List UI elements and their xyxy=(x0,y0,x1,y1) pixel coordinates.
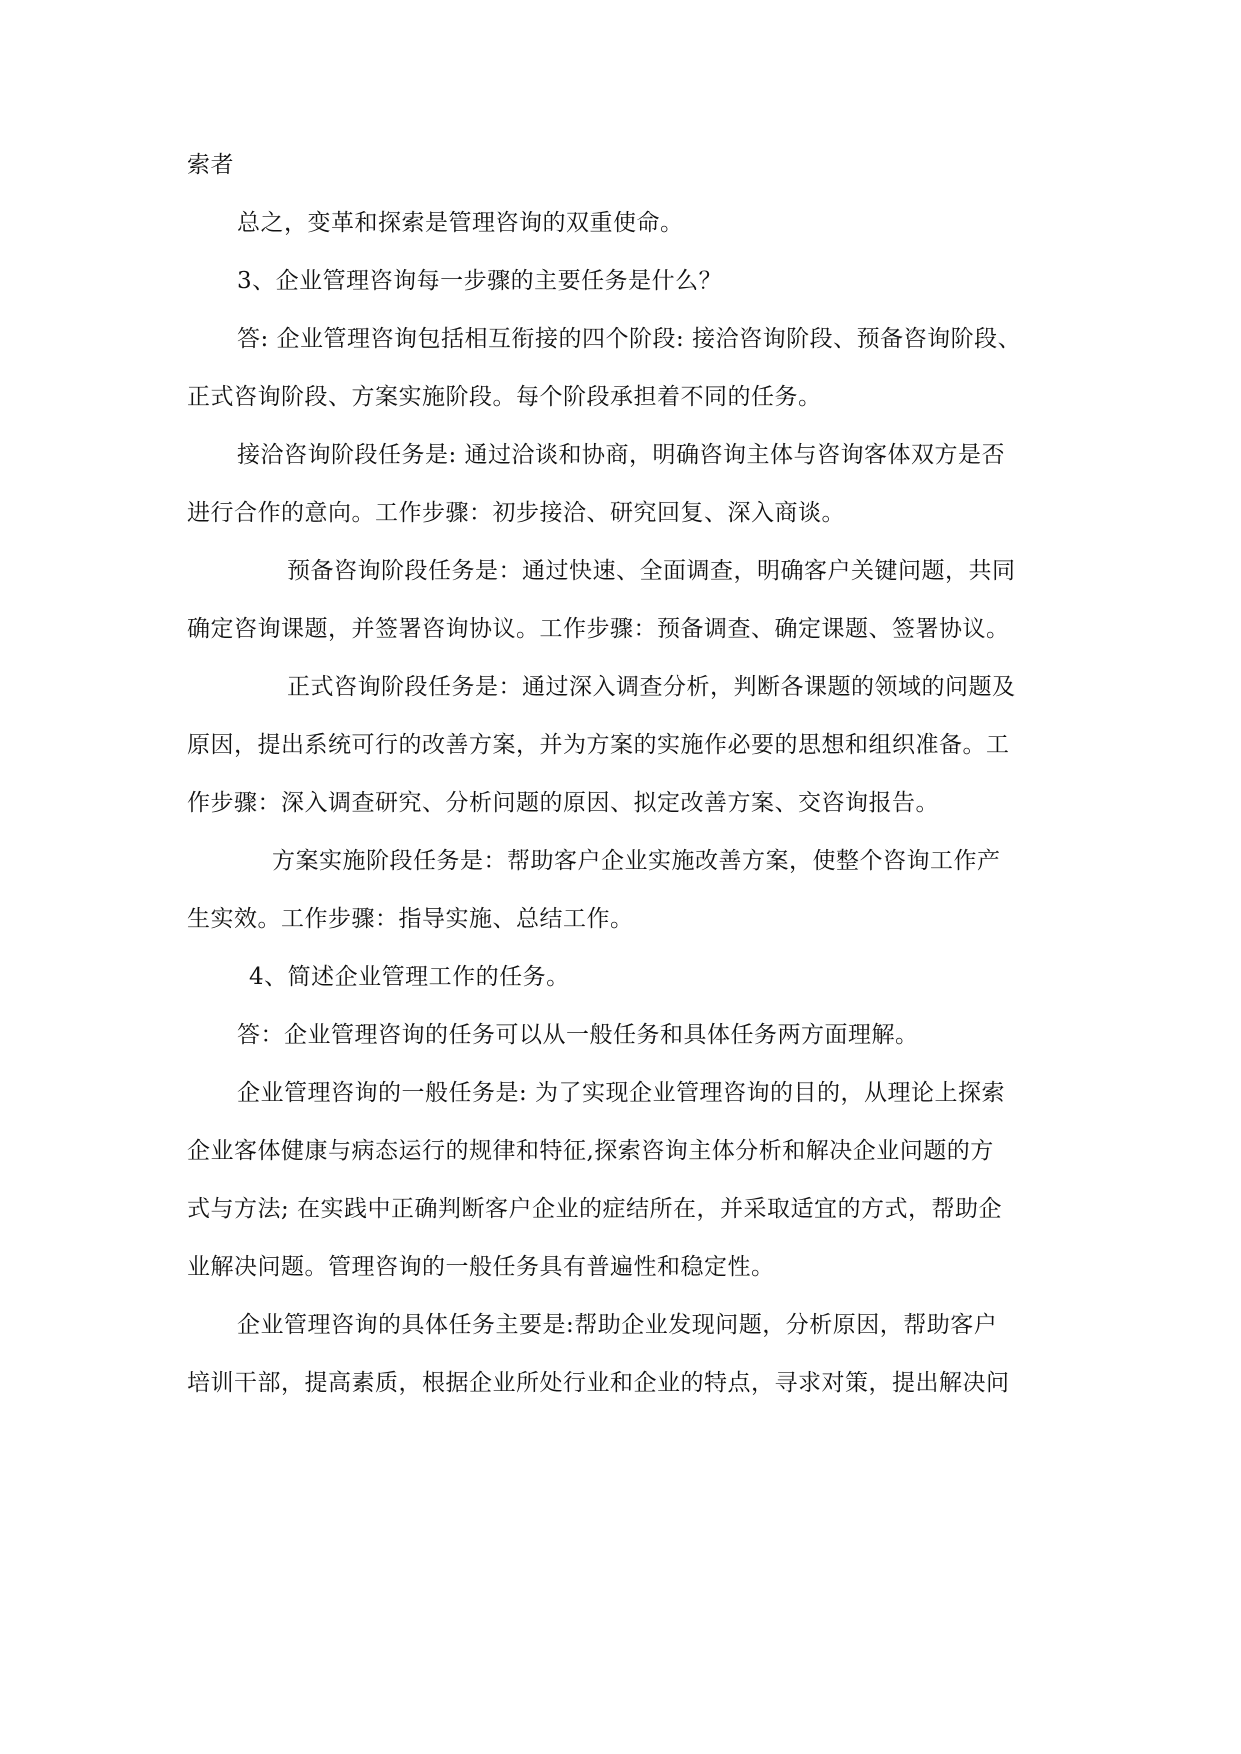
text-line: 方案实施阶段任务是：帮助客户企业实施改善方案，使整个咨询工作产 xyxy=(272,848,1001,874)
text-line: 正式咨询阶段、方案实施阶段。每个阶段承担着不同的任务。 xyxy=(187,384,822,410)
text-line: 正式咨询阶段任务是：通过深入调查分析，判断各课题的领域的问题及 xyxy=(287,674,1016,700)
text-line: 答: 企业管理咨询包括相互衔接的四个阶段: 接洽咨询阶段、预备咨询阶段、 xyxy=(237,326,1022,352)
text-line: 原因，提出系统可行的改善方案，并为方案的实施作必要的思想和组织准备。工 xyxy=(187,732,1010,758)
text-line: 进行合作的意向。工作步骤：初步接洽、研究回复、深入商谈。 xyxy=(187,500,845,526)
text-line: 生实效。工作步骤：指导实施、总结工作。 xyxy=(187,906,634,932)
text-line: 作步骤：深入调查研究、分析问题的原因、拟定改善方案、交咨询报告。 xyxy=(187,790,939,816)
text-line: 业解决问题。管理咨询的一般任务具有普遍性和稳定性。 xyxy=(187,1254,775,1280)
heading-question-3: 3、企业管理咨询每一步骤的主要任务是什么？ xyxy=(237,268,723,294)
text-line: 培训干部，提高素质，根据企业所处行业和企业的特点，寻求对策，提出解决问 xyxy=(187,1370,1010,1396)
text-line: 总之，变革和探索是管理咨询的双重使命。 xyxy=(237,210,684,236)
text-line: 式与方法; 在实践中正确判断客户企业的症结所在，并采取适宜的方式，帮助企 xyxy=(187,1196,1003,1222)
text-line: 接洽咨询阶段任务是: 通过洽谈和协商，明确咨询主体与咨询客体双方是否 xyxy=(237,442,1006,468)
text-line: 企业管理咨询的具体任务主要是:帮助企业发现问题，分析原因，帮助客户 xyxy=(237,1312,998,1338)
text-line: 企业客体健康与病态运行的规律和特征,探索咨询主体分析和解决企业问题的方 xyxy=(187,1138,994,1164)
heading-question-4: 4、简述企业管理工作的任务。 xyxy=(249,964,570,990)
text-line: 索者 xyxy=(187,152,234,178)
text-line: 答：企业管理咨询的任务可以从一般任务和具体任务两方面理解。 xyxy=(237,1022,919,1048)
text-line: 确定咨询课题，并签署咨询协议。工作步骤：预备调查、确定课题、签署协议。 xyxy=(187,616,1010,642)
text-line: 预备咨询阶段任务是：通过快速、全面调查，明确客户关键问题，共同 xyxy=(287,558,1016,584)
text-line: 企业管理咨询的一般任务是: 为了实现企业管理咨询的目的，从理论上探索 xyxy=(237,1080,1006,1106)
